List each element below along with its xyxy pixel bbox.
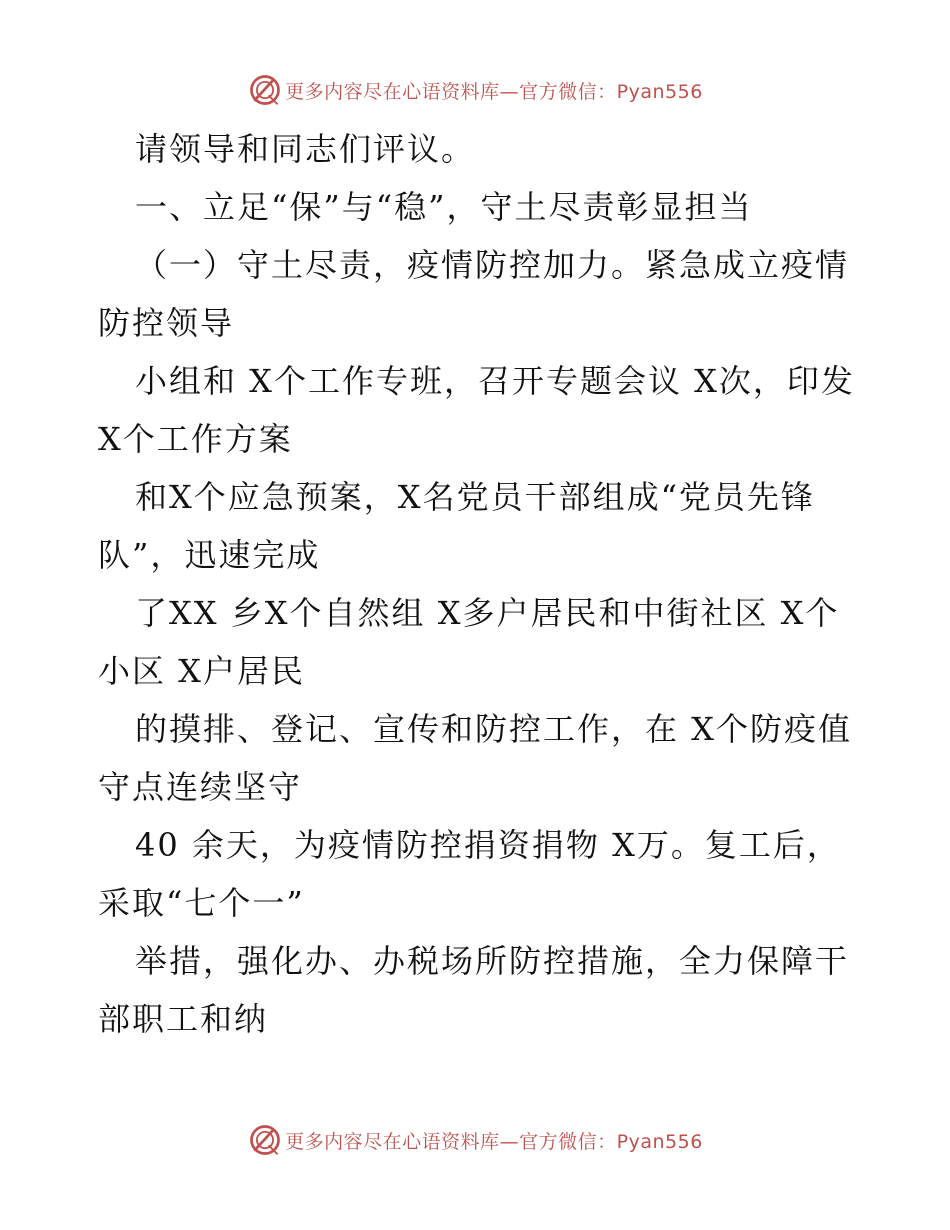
paragraph: 40 余天，为疫情防控捐资捐物 X万。复工后，采取“七个一” [98, 826, 841, 922]
paragraph: 了XX 乡X个自然组 X多户居民和中街社区 X个小区 X户居民 [98, 594, 840, 690]
paragraph: 举措，强化办、办税场所防控措施，全力保障干部职工和纳 [98, 942, 850, 1038]
section-heading: 一、立足“保”与“稳”，守土尽责彰显担当 [135, 188, 753, 226]
footer-watermark [0, 1120, 950, 1160]
paragraph: （一）守土尽责，疫情防控加力。紧急成立疫情防控领导 [98, 246, 850, 342]
paragraph: 请领导和同志们评议。 [135, 130, 476, 168]
paragraph: 和X个应急预案，X名党员干部组成“党员先锋队”，迅速完成 [98, 478, 815, 574]
paragraph: 小组和 X个工作专班，召开专题会议 X次，印发 X个工作方案 [98, 362, 855, 458]
header-watermark [0, 70, 950, 110]
paragraph: 的摸排、登记、宣传和防控工作，在 X个防疫值守点连续坚守 [98, 710, 852, 806]
watermark-text: 更多内容尽在心语资料库—官方微信：Pyan556 [285, 80, 703, 103]
watermark-text: 更多内容尽在心语资料库—官方微信：Pyan556 [285, 1130, 703, 1153]
document-body [98, 120, 858, 1048]
seal-logo-icon [247, 1122, 283, 1158]
seal-logo-icon [247, 72, 283, 108]
